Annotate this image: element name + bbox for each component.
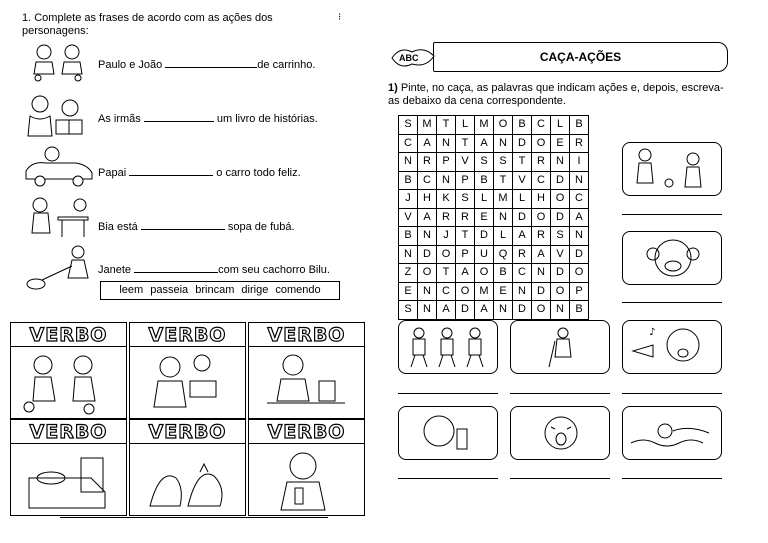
grid-cell[interactable]: A bbox=[456, 264, 475, 283]
monkey-illustration bbox=[623, 232, 721, 284]
scene-kids-playing-ball bbox=[622, 142, 722, 196]
grid-cell[interactable]: V bbox=[399, 208, 418, 227]
grid-cell[interactable]: C bbox=[570, 190, 589, 209]
sentence-1-before: Paulo e João bbox=[98, 59, 163, 71]
sisters-reading-illustration bbox=[22, 92, 94, 140]
grid-cell[interactable]: A bbox=[475, 301, 494, 320]
grid-cell[interactable]: D bbox=[551, 171, 570, 190]
grid-cell[interactable]: L bbox=[475, 190, 494, 209]
verbo-title: VERBO bbox=[267, 421, 346, 443]
grid-row bbox=[399, 282, 589, 301]
sentence-3-after: o carro todo feliz. bbox=[216, 167, 301, 179]
grid-cell[interactable]: O bbox=[494, 116, 513, 135]
grid-cell[interactable]: Z bbox=[399, 264, 418, 283]
grid-cell[interactable]: O bbox=[418, 264, 437, 283]
grid-cell[interactable]: P bbox=[437, 153, 456, 172]
blank-3[interactable] bbox=[129, 165, 213, 176]
sentence-3 bbox=[98, 165, 301, 180]
grid-cell[interactable]: O bbox=[456, 282, 475, 301]
sentence-3-before: Papai bbox=[98, 167, 127, 179]
grid-cell[interactable]: B bbox=[399, 171, 418, 190]
verbo-title: VERBO bbox=[29, 324, 108, 346]
boy-eating-illustration bbox=[259, 448, 349, 512]
cats-illustration bbox=[140, 448, 230, 512]
grid-cell[interactable]: B bbox=[513, 116, 532, 135]
grid-row bbox=[399, 153, 589, 172]
grid-cell[interactable]: M bbox=[475, 116, 494, 135]
kids-cart-illustration bbox=[26, 42, 96, 82]
instruction-1: 1. Complete as frases de acordo com as ações dos personagens: bbox=[22, 12, 273, 37]
blank-2[interactable] bbox=[144, 111, 214, 122]
girl-swimming-illustration bbox=[623, 407, 721, 459]
scene-crying bbox=[510, 406, 610, 460]
grid-cell[interactable]: N bbox=[551, 301, 570, 320]
grid-cell[interactable]: S bbox=[399, 301, 418, 320]
banner-title: CAÇA-AÇÕES bbox=[539, 50, 622, 64]
grid-cell[interactable]: M bbox=[475, 282, 494, 301]
grid-row bbox=[399, 190, 589, 209]
grid-cell[interactable]: S bbox=[399, 116, 418, 135]
grid-row bbox=[399, 134, 589, 153]
grid-cell[interactable]: O bbox=[570, 264, 589, 283]
boy-crying-illustration bbox=[511, 407, 609, 459]
grid-cell[interactable]: B bbox=[494, 264, 513, 283]
grid-cell[interactable]: B bbox=[399, 227, 418, 246]
blank-1[interactable] bbox=[165, 57, 257, 68]
grid-row bbox=[399, 116, 589, 135]
grid-cell[interactable]: D bbox=[551, 208, 570, 227]
grid-cell[interactable]: P bbox=[456, 171, 475, 190]
grid-cell[interactable]: C bbox=[399, 134, 418, 153]
grid-cell[interactable]: E bbox=[551, 134, 570, 153]
grid-cell[interactable]: A bbox=[570, 208, 589, 227]
grid-cell[interactable]: J bbox=[399, 190, 418, 209]
grid-cell[interactable]: C bbox=[437, 282, 456, 301]
sentence-5-before: Janete bbox=[98, 264, 132, 276]
grid-cell[interactable]: K bbox=[437, 190, 456, 209]
grid-cell[interactable]: O bbox=[475, 264, 494, 283]
sentence-4-before: Bia está bbox=[98, 221, 138, 233]
grid-cell[interactable]: T bbox=[513, 153, 532, 172]
grid-cell[interactable]: C bbox=[532, 171, 551, 190]
grid-cell[interactable]: N bbox=[399, 245, 418, 264]
grid-cell[interactable]: B bbox=[570, 116, 589, 135]
sentence-5-after: com seu cachorro Bilu. bbox=[218, 264, 330, 276]
verbo-title: VERBO bbox=[267, 324, 346, 346]
grid-cell[interactable]: D bbox=[570, 245, 589, 264]
grid-cell[interactable]: R bbox=[532, 153, 551, 172]
girl-sweeping-illustration bbox=[511, 321, 609, 373]
grid-cell[interactable]: N bbox=[494, 134, 513, 153]
grid-cell[interactable]: Q bbox=[494, 245, 513, 264]
verbo-card-6 bbox=[248, 419, 365, 516]
grid-cell[interactable]: D bbox=[475, 227, 494, 246]
grid-cell[interactable]: J bbox=[437, 227, 456, 246]
grid-cell[interactable]: N bbox=[418, 227, 437, 246]
grid-cell[interactable]: R bbox=[570, 134, 589, 153]
bia-eating-illustration bbox=[24, 193, 96, 241]
grid-cell[interactable]: P bbox=[570, 282, 589, 301]
sentence-5 bbox=[98, 262, 330, 277]
answer-line-3[interactable] bbox=[398, 393, 498, 394]
boy-drinking-illustration bbox=[259, 351, 349, 415]
grid-cell[interactable]: D bbox=[513, 208, 532, 227]
grid-cell[interactable]: O bbox=[532, 208, 551, 227]
grid-cell[interactable]: N bbox=[494, 301, 513, 320]
kids-playing-ball-illustration bbox=[21, 351, 111, 415]
verbo-title: VERBO bbox=[148, 421, 227, 443]
blank-5[interactable] bbox=[134, 262, 218, 273]
grid-cell[interactable]: S bbox=[456, 190, 475, 209]
grid-cell[interactable]: L bbox=[494, 227, 513, 246]
grid-cell[interactable]: S bbox=[475, 153, 494, 172]
scene-singing bbox=[622, 320, 722, 374]
grid-row bbox=[399, 171, 589, 190]
grid-cell[interactable]: T bbox=[437, 116, 456, 135]
grid-cell[interactable]: R bbox=[456, 208, 475, 227]
grid-cell[interactable]: M bbox=[418, 116, 437, 135]
scene-marching bbox=[398, 320, 498, 374]
verbo-title: VERBO bbox=[148, 324, 227, 346]
grid-cell[interactable]: V bbox=[456, 153, 475, 172]
grid-cell[interactable]: C bbox=[513, 264, 532, 283]
divider-bottom-left bbox=[60, 517, 328, 518]
verbo-card-4 bbox=[10, 419, 127, 516]
grid-cell[interactable]: R bbox=[513, 245, 532, 264]
grid-cell[interactable]: A bbox=[418, 208, 437, 227]
grid-cell[interactable]: C bbox=[418, 171, 437, 190]
janete-walking-dog-illustration bbox=[24, 244, 96, 294]
grid-cell[interactable]: T bbox=[494, 171, 513, 190]
girl-singing-illustration bbox=[623, 321, 721, 373]
grid-cell[interactable]: O bbox=[437, 245, 456, 264]
title-banner bbox=[433, 42, 728, 72]
blank-4[interactable] bbox=[141, 219, 225, 230]
instruction-right bbox=[388, 82, 732, 108]
word-bank: leem passeia brincam dirige comendo bbox=[100, 281, 340, 300]
sentence-2-after: um livro de histórias. bbox=[216, 113, 318, 125]
grid-cell[interactable]: A bbox=[513, 227, 532, 246]
grid-cell[interactable]: U bbox=[475, 245, 494, 264]
grid-cell[interactable]: D bbox=[551, 264, 570, 283]
grid-cell[interactable]: I bbox=[570, 153, 589, 172]
dad-driving-illustration bbox=[22, 145, 96, 187]
grid-cell[interactable]: T bbox=[456, 134, 475, 153]
answer-line-4[interactable] bbox=[510, 393, 610, 394]
small-mark: ⁝ bbox=[338, 12, 342, 23]
grid-cell[interactable]: R bbox=[532, 227, 551, 246]
grid-cell[interactable]: S bbox=[551, 227, 570, 246]
grid-cell[interactable]: R bbox=[437, 208, 456, 227]
grid-cell[interactable]: L bbox=[551, 116, 570, 135]
sentence-1 bbox=[98, 57, 315, 72]
grid-cell[interactable]: E bbox=[494, 282, 513, 301]
scene-sweeping bbox=[510, 320, 610, 374]
grid-cell[interactable]: D bbox=[513, 301, 532, 320]
grid-cell[interactable]: L bbox=[513, 190, 532, 209]
grid-cell[interactable]: B bbox=[570, 301, 589, 320]
grid-cell[interactable]: A bbox=[437, 301, 456, 320]
verbo-card-1 bbox=[10, 322, 127, 419]
grid-cell[interactable]: B bbox=[475, 171, 494, 190]
svg-text:♪: ♪ bbox=[649, 327, 656, 338]
instruction-text: Pinte, no caça, as palavras que indicam ações e, depois, escreva-as debaixo da cena correspondente. bbox=[388, 82, 724, 107]
bed-sleeping-illustration bbox=[21, 448, 111, 512]
answer-line-6[interactable] bbox=[398, 478, 498, 479]
grid-cell[interactable]: H bbox=[532, 190, 551, 209]
scene-swimming bbox=[622, 406, 722, 460]
grid-cell[interactable]: V bbox=[551, 245, 570, 264]
grid-cell[interactable]: S bbox=[494, 153, 513, 172]
sentence-2-before: As irmãs bbox=[98, 113, 141, 125]
instruction-number: 1) bbox=[388, 82, 398, 94]
grid-cell[interactable]: M bbox=[494, 190, 513, 209]
grid-cell[interactable]: N bbox=[570, 227, 589, 246]
verbo-title: VERBO bbox=[29, 421, 108, 443]
grid-cell[interactable]: E bbox=[475, 208, 494, 227]
boy-phone-illustration bbox=[399, 407, 497, 459]
grid-cell[interactable]: D bbox=[532, 282, 551, 301]
grid-cell[interactable]: N bbox=[532, 264, 551, 283]
word-search-grid[interactable] bbox=[398, 115, 589, 320]
answer-line-1[interactable] bbox=[622, 214, 722, 215]
grid-cell[interactable]: N bbox=[418, 282, 437, 301]
grid-cell[interactable]: N bbox=[437, 134, 456, 153]
verbo-card-3 bbox=[248, 322, 365, 419]
sentence-4 bbox=[98, 219, 295, 234]
grid-cell[interactable]: T bbox=[456, 227, 475, 246]
sentence-2 bbox=[98, 111, 318, 126]
grid-cell[interactable]: D bbox=[456, 301, 475, 320]
sentence-1-after: de carrinho. bbox=[257, 59, 316, 71]
answer-line-5[interactable] bbox=[622, 393, 722, 394]
grid-cell[interactable]: P bbox=[456, 245, 475, 264]
grid-cell[interactable]: N bbox=[399, 153, 418, 172]
grid-cell[interactable]: H bbox=[418, 190, 437, 209]
kids-reading-illustration bbox=[140, 351, 230, 415]
grid-cell[interactable]: V bbox=[513, 171, 532, 190]
grid-cell[interactable]: A bbox=[475, 134, 494, 153]
grid-cell[interactable]: L bbox=[456, 116, 475, 135]
scene-monkey bbox=[622, 231, 722, 285]
grid-cell[interactable]: N bbox=[437, 171, 456, 190]
sentence-4-after: sopa de fubá. bbox=[227, 221, 295, 233]
grid-cell[interactable]: N bbox=[551, 153, 570, 172]
svg-text:ABC: ABC bbox=[399, 53, 419, 63]
grid-cell[interactable]: O bbox=[551, 282, 570, 301]
grid-row bbox=[399, 208, 589, 227]
grid-cell[interactable]: N bbox=[570, 171, 589, 190]
grid-cell[interactable]: C bbox=[532, 116, 551, 135]
grid-row bbox=[399, 301, 589, 320]
grid-cell[interactable]: O bbox=[532, 134, 551, 153]
grid-row bbox=[399, 227, 589, 246]
grid-cell[interactable]: O bbox=[551, 190, 570, 209]
kids-ball-illustration bbox=[623, 143, 721, 195]
grid-cell[interactable]: R bbox=[418, 153, 437, 172]
grid-cell[interactable]: D bbox=[418, 245, 437, 264]
answer-line-8[interactable] bbox=[622, 478, 722, 479]
grid-cell[interactable]: E bbox=[399, 282, 418, 301]
abc-logo-icon bbox=[390, 44, 436, 70]
grid-cell[interactable]: T bbox=[437, 264, 456, 283]
grid-cell[interactable]: A bbox=[418, 134, 437, 153]
verbo-card-5 bbox=[129, 419, 246, 516]
marching-kids-illustration bbox=[399, 321, 497, 373]
grid-cell[interactable]: N bbox=[513, 282, 532, 301]
answer-line-2[interactable] bbox=[622, 302, 722, 303]
verbo-card-2 bbox=[129, 322, 246, 419]
grid-row bbox=[399, 264, 589, 283]
grid-cell[interactable]: N bbox=[418, 301, 437, 320]
grid-cell[interactable]: O bbox=[532, 301, 551, 320]
answer-line-7[interactable] bbox=[510, 478, 610, 479]
grid-row bbox=[399, 245, 589, 264]
grid-cell[interactable]: D bbox=[513, 134, 532, 153]
grid-cell[interactable]: A bbox=[532, 245, 551, 264]
scene-phone bbox=[398, 406, 498, 460]
grid-cell[interactable]: N bbox=[494, 208, 513, 227]
